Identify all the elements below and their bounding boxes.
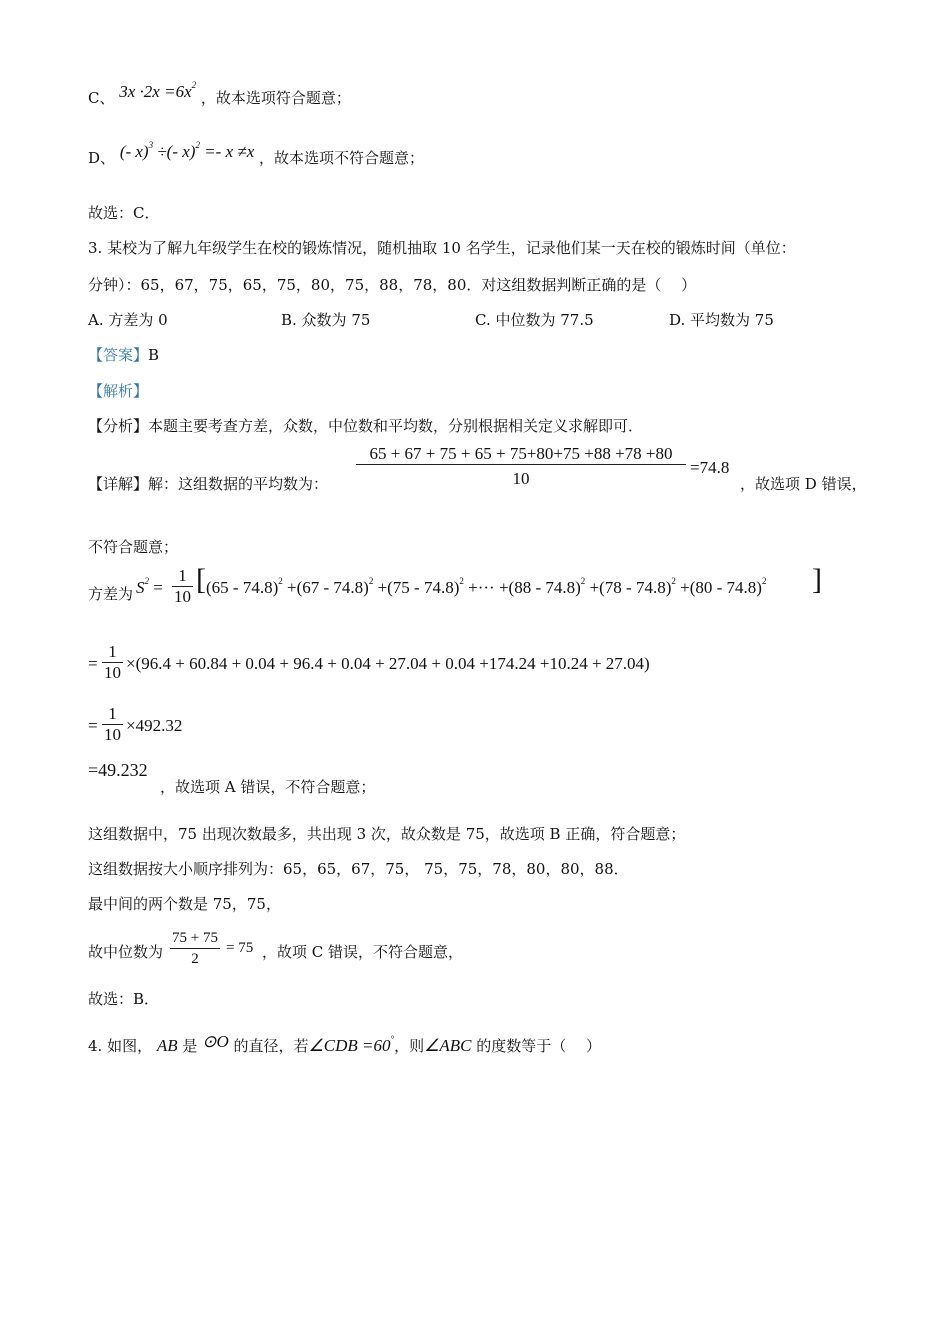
variance-symbol	[136, 578, 163, 598]
step3-value: =49.232	[88, 760, 148, 780]
superscript: 2	[278, 576, 283, 586]
formula-text: ÷(- x)	[153, 142, 196, 161]
formula-text: (- x)	[119, 142, 149, 161]
option-comment: ，故本选项符合题意；	[200, 89, 351, 107]
q4-text: 是	[177, 1037, 203, 1055]
superscript: 2	[459, 576, 464, 586]
median-fraction	[170, 928, 220, 969]
circle-o: ⊙O	[202, 1032, 229, 1051]
numerator: 1	[108, 642, 117, 661]
superscript: 2	[191, 80, 197, 90]
variance-term: (65 - 74.8)	[206, 578, 279, 597]
numerator: 1	[178, 566, 187, 585]
option-d: D. 平均数为 75	[669, 311, 774, 329]
equals: =	[88, 716, 98, 735]
denominator: 10	[104, 663, 121, 682]
q4-text: 的直径，若	[228, 1037, 309, 1055]
mode-line: 这组数据中，75 出现次数最多，共出现 3 次，故众数是 75，故选项 B 正确，符合题意；	[88, 825, 686, 843]
option-c-line	[88, 80, 351, 108]
superscript: 2	[671, 576, 676, 586]
answer-tag: 【答案】	[88, 346, 149, 364]
superscript: 2	[761, 576, 767, 586]
superscript: 2	[144, 576, 149, 586]
answer-line	[88, 345, 159, 365]
angle-abc: ∠ABC	[424, 1036, 472, 1055]
variance-term: +··· +(88 - 74.8)	[463, 578, 581, 597]
variance-term: +(67 - 74.8)	[282, 578, 369, 597]
angle-text: ∠CDB =60	[308, 1036, 391, 1055]
variance-term: +(80 - 74.8)	[675, 578, 762, 597]
left-bracket: [	[196, 563, 206, 596]
variance-term: +(75 - 74.8)	[373, 578, 460, 597]
middle-line: 最中间的两个数是 75，75，	[88, 895, 281, 913]
formula	[120, 142, 254, 161]
angle-cdb	[309, 1036, 395, 1055]
option-label: D、	[88, 149, 116, 167]
q3-stem-line1: 3. 某校为了解九年级学生在校的锻炼情况，随机抽取 10 名学生，记录他们某一天在校的锻炼时间（单位：	[88, 239, 796, 257]
mean-numerator: 65 + 67 + 75 + 65 + 75+80+75 +88 +78 +80	[369, 444, 673, 463]
step2-expression: ×492.32	[126, 716, 183, 735]
denominator: 10	[104, 725, 121, 744]
detail-intro	[88, 474, 328, 494]
q3-stem-line2: 分钟）：65，67，75，65，75，80，75，88，78，80．对这组数据判断正确的是（ ）	[88, 276, 697, 294]
final-answer: 故选：B．	[88, 990, 160, 1008]
option-comment: ，故本选项不符合题意；	[259, 149, 425, 167]
q4-end: 的度数等于（ ）	[471, 1037, 602, 1055]
mean-fraction	[356, 444, 686, 489]
q3-options	[88, 310, 868, 330]
numerator: 1	[108, 704, 117, 723]
equals: =	[88, 654, 98, 673]
one-tenth	[102, 704, 123, 745]
variance-term: +(78 - 74.8)	[585, 578, 672, 597]
right-bracket: ]	[812, 563, 822, 596]
option-a: A. 方差为 0	[88, 311, 168, 329]
q4-stem	[88, 1032, 602, 1056]
mean-suffix: ，故选项 D 错误，	[740, 475, 867, 493]
formula-text: =- x ≠x	[199, 142, 255, 161]
segment-ab: AB	[156, 1036, 178, 1055]
median-suffix: ，故项 C 错误，不符合题意，	[262, 943, 464, 961]
formula-text: 3x ·2x =6x	[119, 82, 192, 101]
median-prefix: 故中位数为	[88, 943, 164, 961]
answer-q2: 故选：C．	[88, 204, 160, 222]
detail-tag: 【详解】	[88, 475, 149, 493]
fenxi-tag: 【分析】	[88, 417, 149, 435]
s-symbol: S	[136, 578, 145, 597]
superscript: 3	[148, 140, 154, 150]
q4-text: ，则	[394, 1037, 425, 1055]
one-tenth	[102, 642, 123, 683]
not-meet-line: 不符合题意；	[88, 538, 179, 556]
step3-suffix: ，故选项 A 错误，不符合题意；	[160, 778, 376, 796]
denominator: 2	[170, 948, 220, 969]
superscript: 2	[195, 140, 200, 150]
denominator: 10	[174, 587, 191, 606]
equals: =	[149, 578, 163, 597]
degree-sign: °	[390, 1034, 395, 1044]
one-tenth	[172, 566, 193, 607]
variance-terms	[206, 578, 766, 598]
detail-prefix: 解：这组数据的平均数为：	[148, 475, 329, 493]
formula	[119, 82, 196, 101]
analysis-tag: 【解析】	[88, 382, 149, 400]
option-b: B. 众数为 75	[281, 311, 371, 329]
mean-denominator: 10	[356, 464, 686, 489]
superscript: 2	[368, 576, 374, 586]
sort-line: 这组数据按大小顺序排列为：65，65，67，75， 75，75，78，80，80，88．	[88, 860, 629, 878]
fenxi-text: 本题主要考查方差，众数，中位数和平均数，分别根据相关定义求解即可．	[148, 417, 644, 435]
mean-result: =74.8	[690, 458, 730, 477]
step1-expression: ×(96.4 + 60.84 + 0.04 + 96.4 + 0.04 + 27.04 + 0.04 +174.24 +10.24 + 27.04)	[126, 654, 650, 673]
q4-prefix: 4. 如图，	[88, 1037, 153, 1055]
answer-value: B	[148, 346, 160, 364]
fenxi-line	[88, 416, 643, 436]
numerator: 75 + 75	[172, 930, 218, 946]
superscript: 2	[580, 576, 586, 586]
option-d-line	[88, 140, 425, 168]
option-label: C、	[88, 89, 115, 107]
median-result: = 75	[226, 940, 254, 956]
option-c: C. 中位数为 77.5	[475, 311, 594, 329]
variance-prefix: 方差为	[88, 585, 134, 603]
